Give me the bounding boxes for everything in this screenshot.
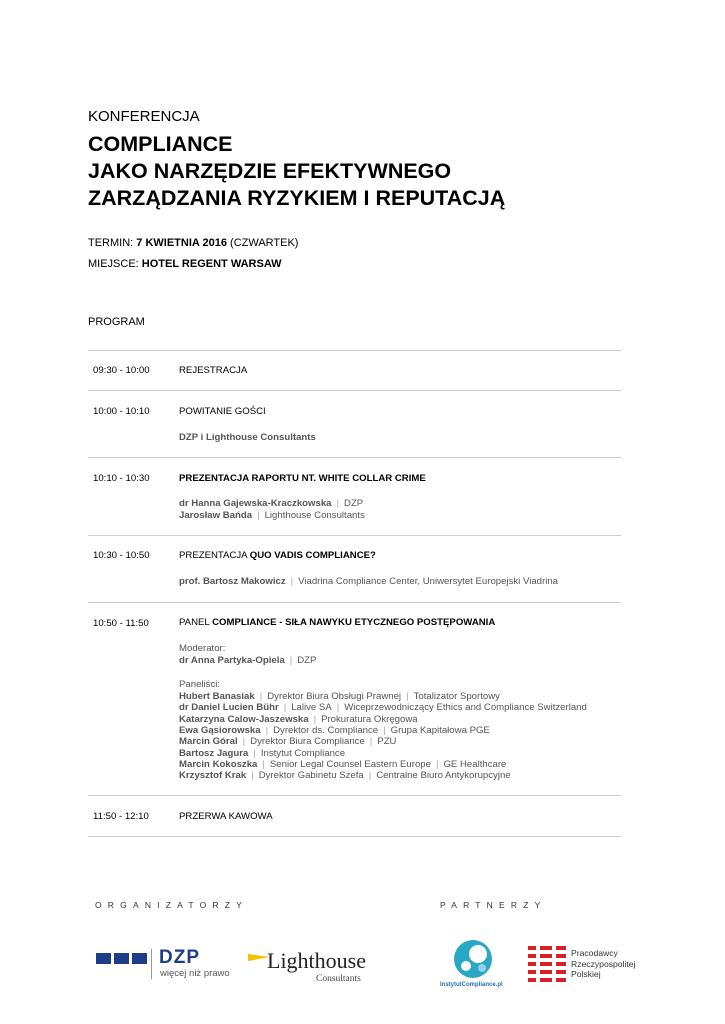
panelist-org: Lalive SA [291, 702, 332, 714]
lighthouse-wordmark: Lighthouse [267, 948, 366, 973]
panelist-line [179, 748, 345, 760]
panelist-line [179, 736, 396, 748]
panelist-org: Totalizator Sportowy [413, 691, 500, 702]
panelist-org: Dyrektor Gabinetu Szefa [258, 770, 364, 782]
speaker-org: DZP [344, 498, 364, 509]
instytut-compliance-logo [440, 938, 510, 994]
moderator-line [179, 655, 316, 667]
separator: | [265, 724, 269, 736]
panelist-org: PZU [377, 736, 397, 748]
lighthouse-sub: Consultants [316, 974, 361, 984]
divider [88, 795, 621, 796]
speaker-org: Lighthouse Consultants [264, 510, 365, 521]
panelist-org: GE Healthcare [443, 758, 507, 770]
panelist-org: Centralne Biuro Antykorupcyjne [376, 770, 511, 782]
pracodawcy-logo [528, 946, 648, 986]
panelist-line [179, 759, 506, 771]
panelist-org: Prokuratura Okręgowa [321, 713, 418, 725]
separator: | [336, 702, 340, 714]
venue-value: HOTEL REGENT WARSAW [141, 258, 282, 270]
speaker-name: dr Hanna Gajewska-Kraczkowska [179, 498, 332, 509]
session-time: 11:50 - 12:10 [93, 811, 149, 822]
panelist-name: Bartosz Jagura [179, 747, 249, 759]
panelist-name: Marcin Kokoszka [179, 758, 258, 770]
venue-label: MIEJSCE: [88, 258, 142, 270]
partners-label: PARTNERZY [440, 900, 547, 910]
session-title: REJESTRACJA [179, 365, 248, 376]
session-title-prefix: PREZENTACJA [179, 550, 250, 561]
speaker-line [179, 576, 558, 588]
moderator-name: dr Anna Partyka-Opiela [179, 655, 285, 666]
session-title: PREZENTACJA RAPORTU NT. WHITE COLLAR CRIME [179, 473, 426, 484]
session-title: PRZERWA KAWOWA [179, 811, 273, 822]
moderator-label: Moderator: [179, 643, 226, 654]
speaker-line [179, 498, 363, 510]
dzp-wordmark: DZP [159, 947, 200, 968]
panelist-line [179, 770, 511, 782]
separator: | [336, 498, 340, 509]
panelist-line [179, 702, 587, 714]
pracodawcy-text [571, 948, 635, 980]
session-title-prefix: PANEL [179, 617, 213, 628]
session-time: 10:30 - 10:50 [93, 550, 150, 561]
separator: | [289, 655, 293, 666]
session-time: 10:10 - 10:30 [93, 473, 150, 484]
page-title [88, 131, 505, 212]
separator: | [283, 702, 287, 714]
panelist-name: Marcin Góral [179, 736, 238, 748]
separator: | [369, 736, 373, 748]
separator: | [253, 747, 256, 759]
separator: | [435, 758, 439, 770]
separator: | [290, 576, 294, 587]
instytut-emblem-icon [452, 938, 498, 980]
divider [88, 602, 621, 603]
divider [88, 535, 621, 536]
dzp-logo [96, 947, 236, 985]
venue-line [88, 258, 282, 270]
panelist-org: Senior Legal Counsel Eastern Europe [269, 758, 431, 770]
speaker-name: Jarosław Bańda [179, 510, 253, 521]
panelist-name: dr Daniel Lucien Bühr [179, 702, 279, 714]
session-title-bold: QUO VADIS COMPLIANCE? [249, 550, 376, 561]
title-line-1: COMPLIANCE [88, 132, 233, 156]
conference-kicker: KONFERENCJA [88, 108, 200, 125]
separator: | [242, 736, 246, 748]
instytut-caption: InstytutCompliance.pl [440, 982, 503, 988]
panelist-line [179, 725, 490, 737]
program-label: PROGRAM [88, 316, 145, 328]
date-value: 7 KWIETNIA 2016 [136, 237, 227, 249]
panelist-org: Dyrektor Biura Obsługi Prawnej [267, 691, 402, 702]
pracodawcy-flag-icon [528, 946, 566, 982]
moderator-org: DZP [297, 655, 317, 666]
panelist-name: Krzysztof Krak [179, 770, 247, 782]
panelist-org: Instytut Compliance [260, 747, 346, 759]
panelist-org: Dyrektor ds. Compliance [273, 724, 379, 736]
separator: | [406, 691, 409, 702]
date-line [88, 237, 298, 249]
panelist-name: Katarzyna Calow-Jaszewska [179, 713, 309, 725]
separator: | [259, 691, 263, 702]
panelist-org: Dyrektor Biura Compliance [250, 736, 365, 748]
date-label: TERMIN: [88, 237, 137, 249]
separator: | [262, 758, 265, 770]
title-line-2: JAKO NARZĘDZIE EFEKTYWNEGO [88, 159, 452, 183]
date-suffix: (CZWARTEK) [226, 237, 299, 249]
session-time: 10:00 - 10:10 [93, 406, 150, 417]
panelist-name: Hubert Banasiak [179, 691, 255, 702]
organizers-label: ORGANIZATORZY [95, 900, 249, 910]
pracodawcy-line: Polskiej [571, 969, 601, 979]
speaker-org: Viadrina Compliance Center, Uniwersytet Europejski Viadrina [298, 576, 558, 587]
panelist-line [179, 691, 500, 703]
session-time: 10:50 - 11:50 [93, 618, 149, 629]
panelist-name: Ewa Gąsiorowska [179, 724, 261, 736]
panelist-org: Wiceprzewodniczący Ethics and Compliance Switzerland [344, 702, 587, 714]
divider [88, 457, 621, 458]
divider [88, 836, 621, 837]
separator: | [313, 713, 317, 725]
session-time: 09:30 - 10:00 [93, 365, 150, 376]
separator: | [251, 770, 254, 782]
session-subtitle: DZP i Lighthouse Consultants [179, 432, 316, 443]
panelist-org: Grupa Kapitałowa PGE [390, 724, 490, 736]
divider [88, 390, 621, 391]
pracodawcy-line: Rzeczypospolitej [571, 958, 636, 969]
divider [88, 350, 621, 351]
pracodawcy-line: Pracodawcy [571, 948, 618, 958]
speaker-name: prof. Bartosz Makowicz [179, 576, 286, 587]
separator: | [383, 724, 386, 736]
dzp-tagline: więcej niż prawo [160, 968, 230, 979]
session-title: POWITANIE GOŚCI [179, 406, 266, 417]
session-title [179, 617, 495, 629]
panelist-line [179, 714, 418, 726]
separator: | [368, 770, 372, 782]
panelists-label: Paneliści: [179, 679, 221, 690]
separator: | [257, 510, 260, 521]
speaker-line [179, 510, 365, 522]
session-title-bold: COMPLIANCE - SIŁA NAWYKU ETYCZNEGO POSTĘPOWANIA [212, 617, 496, 628]
session-title [179, 550, 376, 562]
title-line-3: ZARZĄDZANIA RYZYKIEM I REPUTACJĄ [88, 186, 506, 210]
lighthouse-logo [248, 948, 368, 988]
